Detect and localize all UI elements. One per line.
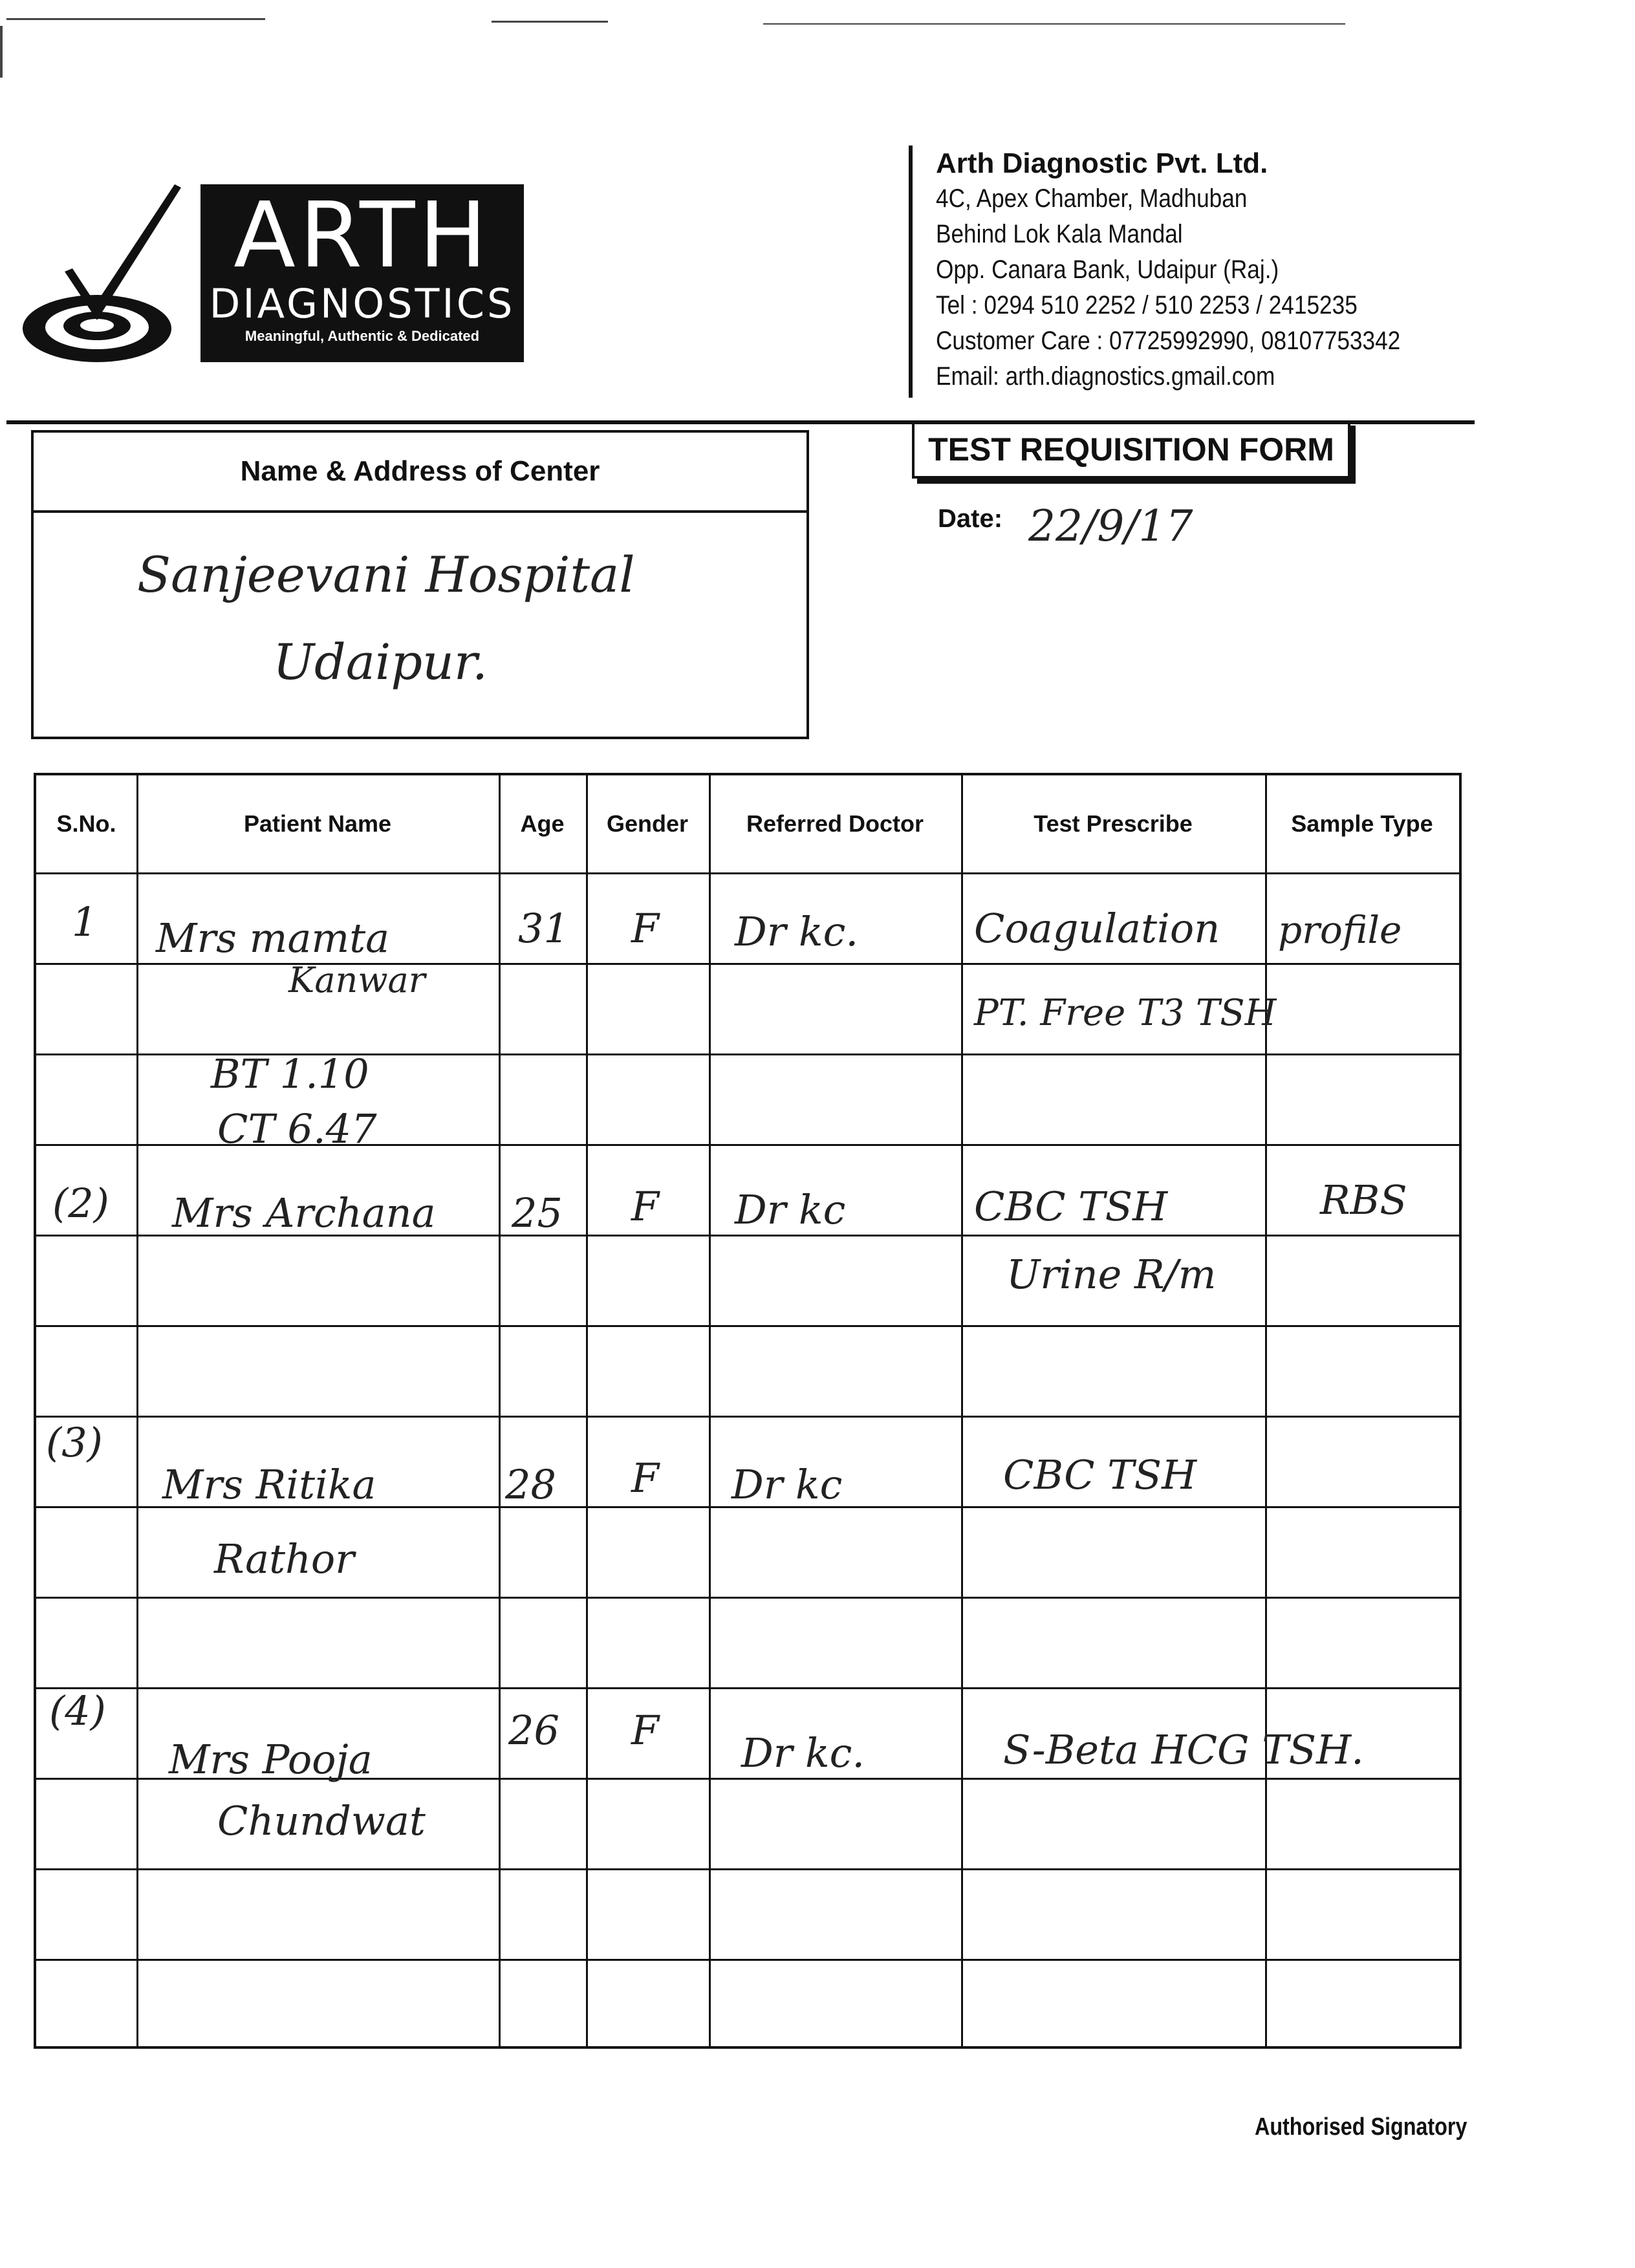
entry-test: S-Beta HCG TSH. [1003,1726,1364,1773]
target-check-icon [19,175,207,382]
entry-patient-name: Mrs Pooja [169,1736,373,1783]
logo-wordmark [200,184,524,362]
center-heading: Name & Address of Center [34,433,807,513]
logo-line1: ARTH [233,183,491,288]
company-customer-care: Customer Care : 07725992990, 08107753342 [936,327,1401,355]
entry-test: Coagulation [974,905,1220,952]
entry-sample: RBS [1320,1176,1407,1224]
entry-gender: F [631,1183,660,1230]
company-address-line: Behind Lok Kala Mandal [936,220,1183,248]
row-divider [36,1959,1459,1961]
entry-test: CBC TSH [974,1183,1168,1230]
center-city: Udaipur. [273,633,488,691]
entry-age: 28 [505,1461,556,1508]
company-details [909,146,1583,398]
entry-patient-name-line2: Chundwat [217,1797,426,1844]
column-divider [961,775,963,2046]
entry-patient-name: Mrs Ritika [162,1461,376,1508]
entry-gender: F [631,1454,660,1502]
entry-doctor: Dr kc. [741,1729,865,1777]
header-age: Age [520,810,565,837]
center-box [31,430,809,739]
scan-artifact-line [492,21,608,23]
row-divider [36,1597,1459,1599]
requisition-table [34,773,1462,2049]
entry-sno: 1 [72,898,98,945]
entry-sample: profile [1278,908,1402,952]
row-divider [36,872,1459,874]
entry-age: 31 [518,905,569,952]
column-divider [499,775,501,2046]
header-sno: S.No. [56,810,116,837]
logo-tagline: Meaningful, Authentic & Dedicated [244,328,480,344]
company-name: Arth Diagnostic Pvt. Ltd. [936,147,1268,179]
date-label: Date: [938,504,1003,533]
scan-artifact-line [763,23,1345,25]
company-address-line: Opp. Canara Bank, Udaipur (Raj.) [936,255,1279,284]
entry-patient-name-line2: Rathor [214,1535,354,1582]
entry-patient-name: Mrs Archana [172,1189,436,1237]
entry-age: 25 [512,1189,563,1237]
logo-line2: DIAGNOSTICS [209,280,515,327]
column-divider [586,775,588,2046]
arth-logo [19,175,517,382]
row-divider [36,1868,1459,1870]
entry-sno: (2) [52,1180,109,1227]
entry-age: 26 [508,1707,559,1754]
company-email: Email: arth.diagnostics.gmail.com [936,362,1275,391]
entry-doctor: Dr kc [735,1186,846,1233]
company-phone: Tel : 0294 510 2252 / 510 2253 / 2415235 [936,291,1358,319]
header-patient-name: Patient Name [243,810,392,837]
date-value: 22/9/17 [1028,501,1193,551]
authorised-signatory: Authorised Signatory [1255,2113,1467,2141]
entry-doctor: Dr kc. [735,908,859,955]
entry-patient-name-line2: Kanwar [288,960,426,1000]
header-referred-doctor: Referred Doctor [746,810,924,837]
scan-artifact-line [0,26,3,78]
entry-patient-name: Mrs mamta [156,914,390,962]
entry-test-line2: PT. Free T3 TSH [974,992,1277,1034]
header-gender: Gender [606,810,689,837]
column-divider [709,775,711,2046]
column-divider [1265,775,1267,2046]
entry-test-line2: Urine R/m [1006,1251,1217,1298]
entry-gender: F [631,1707,660,1754]
header-sample-type: Sample Type [1291,810,1433,837]
header-test-prescribe: Test Prescribe [1034,810,1193,837]
entry-gender: F [631,905,660,952]
row-divider [36,1325,1459,1327]
entry-note: BT 1.10 [211,1050,369,1097]
entry-doctor: Dr kc [731,1461,843,1508]
row-divider [36,1687,1459,1689]
entry-sno: (4) [49,1687,106,1734]
row-divider [36,963,1459,965]
form-title: TEST REQUISITION FORM [912,420,1350,479]
scan-artifact-line [6,18,265,20]
entry-note: CT 6.47 [217,1105,377,1152]
column-divider [136,775,138,2046]
row-divider [36,1416,1459,1418]
entry-sno: (3) [46,1419,103,1466]
center-name: Sanjeevani Hospital [137,546,635,603]
company-address-line: 4C, Apex Chamber, Madhuban [936,184,1248,213]
entry-test: CBC TSH [1003,1451,1197,1498]
